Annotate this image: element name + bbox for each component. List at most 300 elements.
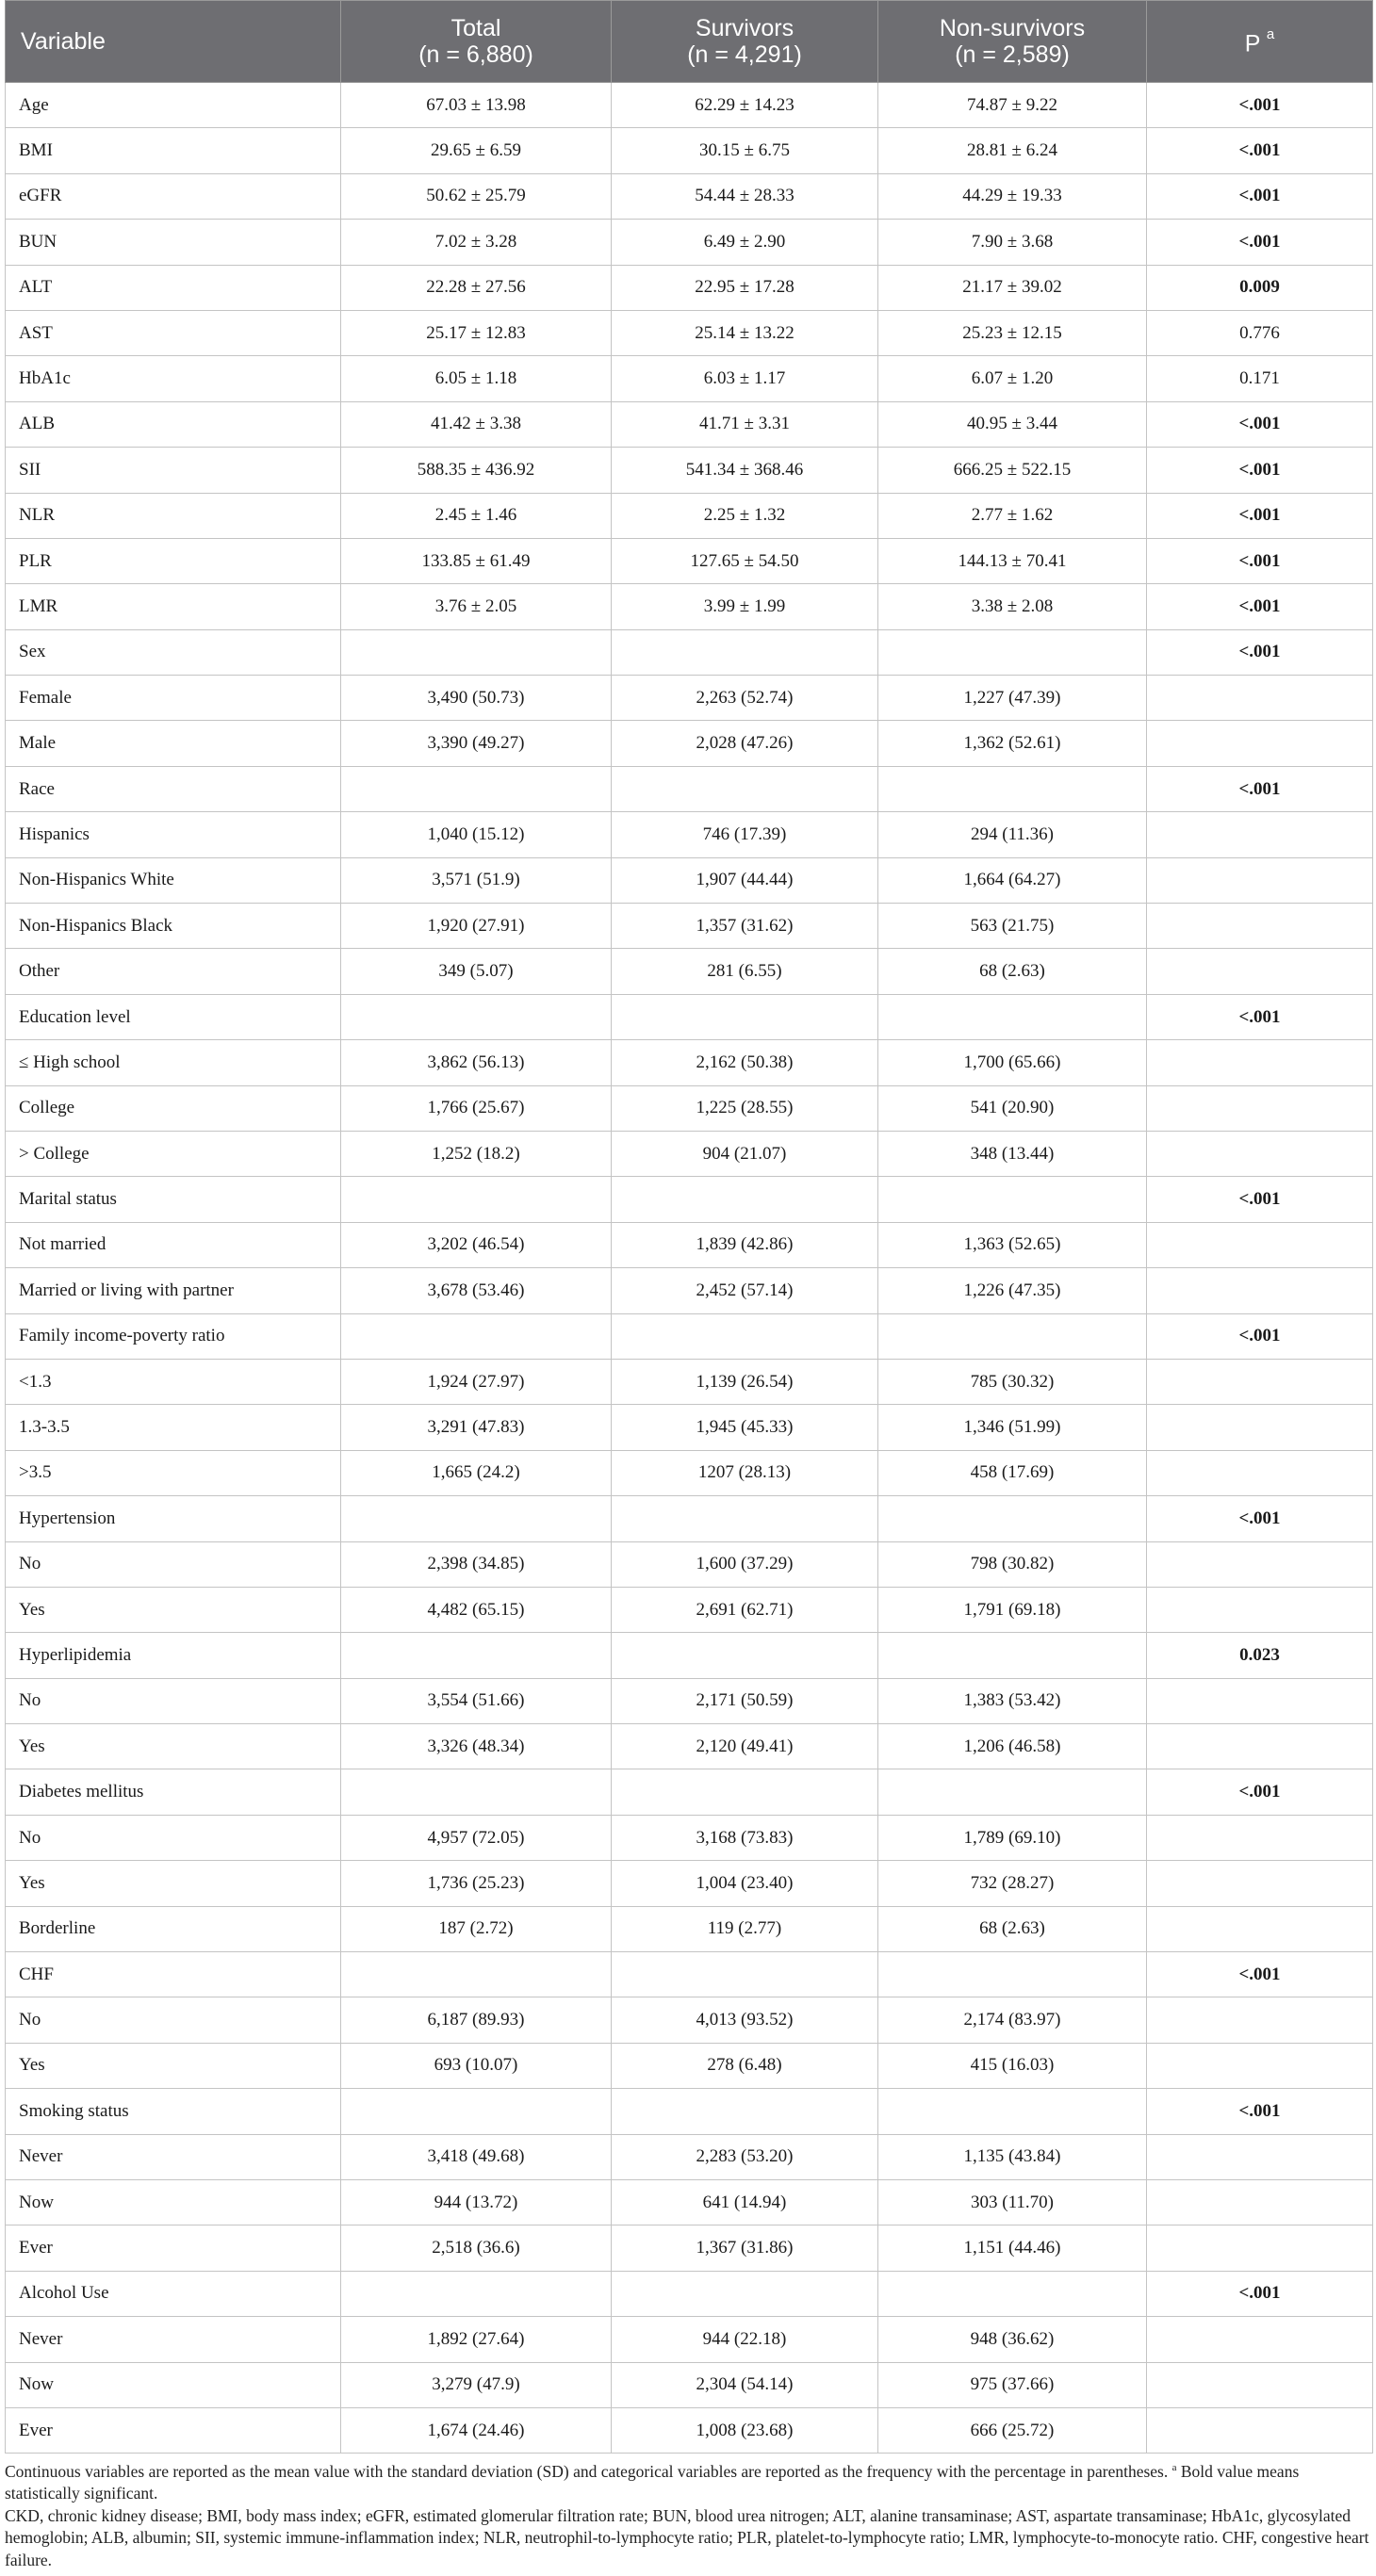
cell-survivors: 904 (21.07) [612, 1131, 878, 1176]
cell-p-value [1147, 1587, 1373, 1632]
cell-total: 3,326 (48.34) [341, 1724, 612, 1769]
cell-variable: Smoking status [6, 2089, 341, 2134]
cell-non-survivors: 2,174 (83.97) [878, 1997, 1147, 2043]
cell-survivors: 541.34 ± 368.46 [612, 448, 878, 493]
cell-non-survivors: 68 (2.63) [878, 949, 1147, 994]
cell-non-survivors: 541 (20.90) [878, 1085, 1147, 1131]
cell-p-value: <.001 [1147, 173, 1373, 219]
table-header-row [6, 1, 1373, 83]
table-row [6, 1085, 1373, 1131]
cell-variable: Ever [6, 2407, 341, 2453]
table-row [6, 857, 1373, 903]
cell-variable: Alcohol Use [6, 2271, 341, 2316]
cell-total: 4,482 (65.15) [341, 1587, 612, 1632]
cell-non-survivors: 74.87 ± 9.22 [878, 83, 1147, 128]
cell-p-value: <.001 [1147, 220, 1373, 265]
cell-survivors: 22.95 ± 17.28 [612, 265, 878, 310]
cell-p-value [1147, 2407, 1373, 2453]
cell-variable: AST [6, 310, 341, 355]
cell-p-value: <.001 [1147, 1313, 1373, 1359]
cell-non-survivors: 25.23 ± 12.15 [878, 310, 1147, 355]
table-row [6, 1678, 1373, 1723]
table-row [6, 2043, 1373, 2088]
cell-p-value: <.001 [1147, 766, 1373, 811]
cell-p-value: <.001 [1147, 128, 1373, 173]
cell-non-survivors: 1,151 (44.46) [878, 2225, 1147, 2271]
cell-survivors [612, 2271, 878, 2316]
cell-p-value [1147, 904, 1373, 949]
cell-p-value: <.001 [1147, 448, 1373, 493]
header-total: Total (n = 6,880) [341, 1, 612, 83]
cell-total: 2,398 (34.85) [341, 1541, 612, 1587]
cell-p-value: 0.009 [1147, 265, 1373, 310]
cell-p-value: <.001 [1147, 2089, 1373, 2134]
table-row [6, 2407, 1373, 2453]
table-row [6, 310, 1373, 355]
cell-total [341, 766, 612, 811]
cell-non-survivors [878, 1313, 1147, 1359]
cell-p-value [1147, 857, 1373, 903]
cell-p-value [1147, 2043, 1373, 2088]
cell-total: 1,674 (24.46) [341, 2407, 612, 2453]
cell-total: 3,418 (49.68) [341, 2134, 612, 2179]
table-row [6, 1541, 1373, 1587]
cell-p-value [1147, 949, 1373, 994]
header-survivors: Survivors (n = 4,291) [612, 1, 878, 83]
cell-total [341, 2271, 612, 2316]
cell-total [341, 1313, 612, 1359]
table-row [6, 1815, 1373, 1860]
cell-total [341, 2089, 612, 2134]
cell-non-survivors: 1,700 (65.66) [878, 1040, 1147, 1085]
table-row [6, 1633, 1373, 1678]
cell-p-value [1147, 2134, 1373, 2179]
cell-non-survivors: 1,383 (53.42) [878, 1678, 1147, 1723]
cell-total: 1,924 (27.97) [341, 1359, 612, 1404]
cell-p-value [1147, 2225, 1373, 2271]
cell-non-survivors: 1,226 (47.35) [878, 1268, 1147, 1313]
cell-total: 2,518 (36.6) [341, 2225, 612, 2271]
cell-variable: Never [6, 2317, 341, 2362]
cell-variable: No [6, 1997, 341, 2043]
cell-non-survivors: 563 (21.75) [878, 904, 1147, 949]
cell-total: 133.85 ± 61.49 [341, 538, 612, 583]
table-row [6, 2134, 1373, 2179]
cell-total: 4,957 (72.05) [341, 1815, 612, 1860]
cell-variable: Ever [6, 2225, 341, 2271]
cell-p-value [1147, 1085, 1373, 1131]
cell-variable: No [6, 1815, 341, 1860]
table-row [6, 994, 1373, 1039]
baseline-characteristics-table-container [5, 0, 1372, 2454]
cell-variable: > College [6, 1131, 341, 1176]
cell-non-survivors: 1,362 (52.61) [878, 721, 1147, 766]
cell-non-survivors [878, 2271, 1147, 2316]
cell-p-value: <.001 [1147, 584, 1373, 629]
cell-survivors: 2.25 ± 1.32 [612, 493, 878, 538]
cell-variable: Sex [6, 629, 341, 675]
table-footnote [5, 2457, 1371, 2571]
cell-p-value: <.001 [1147, 1952, 1373, 1997]
cell-survivors: 1,367 (31.86) [612, 2225, 878, 2271]
cell-non-survivors: 6.07 ± 1.20 [878, 356, 1147, 401]
cell-variable: Hyperlipidemia [6, 1633, 341, 1678]
cell-variable: >3.5 [6, 1450, 341, 1495]
cell-variable: Education level [6, 994, 341, 1039]
cell-p-value [1147, 1131, 1373, 1176]
cell-survivors: 25.14 ± 13.22 [612, 310, 878, 355]
cell-survivors: 1,139 (26.54) [612, 1359, 878, 1404]
cell-survivors [612, 1633, 878, 1678]
cell-p-value: 0.776 [1147, 310, 1373, 355]
table-row [6, 1450, 1373, 1495]
cell-non-survivors [878, 1177, 1147, 1222]
cell-survivors [612, 1496, 878, 1541]
cell-non-survivors: 785 (30.32) [878, 1359, 1147, 1404]
table-row [6, 766, 1373, 811]
cell-variable: Married or living with partner [6, 1268, 341, 1313]
cell-survivors: 127.65 ± 54.50 [612, 538, 878, 583]
cell-survivors [612, 994, 878, 1039]
table-row [6, 2089, 1373, 2134]
cell-survivors: 54.44 ± 28.33 [612, 173, 878, 219]
cell-non-survivors: 144.13 ± 70.41 [878, 538, 1147, 583]
cell-p-value: <.001 [1147, 1769, 1373, 1815]
cell-variable: ALB [6, 401, 341, 447]
cell-variable: CHF [6, 1952, 341, 1997]
table-row [6, 265, 1373, 310]
table-row [6, 1222, 1373, 1267]
header-non-survivors: Non-survivors (n = 2,589) [878, 1, 1147, 83]
cell-non-survivors: 1,135 (43.84) [878, 2134, 1147, 2179]
cell-non-survivors [878, 629, 1147, 675]
table-row [6, 356, 1373, 401]
cell-survivors: 1,839 (42.86) [612, 1222, 878, 1267]
cell-non-survivors: 1,227 (47.39) [878, 676, 1147, 721]
table-row [6, 493, 1373, 538]
cell-variable: Not married [6, 1222, 341, 1267]
table-row [6, 1724, 1373, 1769]
cell-total: 3,862 (56.13) [341, 1040, 612, 1085]
cell-survivors: 3.99 ± 1.99 [612, 584, 878, 629]
cell-non-survivors: 1,789 (69.10) [878, 1815, 1147, 1860]
cell-variable: eGFR [6, 173, 341, 219]
cell-p-value: <.001 [1147, 401, 1373, 447]
table-row [6, 812, 1373, 857]
cell-total: 25.17 ± 12.83 [341, 310, 612, 355]
table-row [6, 676, 1373, 721]
table-row [6, 1587, 1373, 1632]
cell-survivors: 1,907 (44.44) [612, 857, 878, 903]
cell-total [341, 994, 612, 1039]
cell-survivors: 1,008 (23.68) [612, 2407, 878, 2453]
cell-p-value: <.001 [1147, 1496, 1373, 1541]
cell-total: 29.65 ± 6.59 [341, 128, 612, 173]
cell-total: 588.35 ± 436.92 [341, 448, 612, 493]
cell-variable: ALT [6, 265, 341, 310]
cell-p-value: <.001 [1147, 629, 1373, 675]
cell-variable: College [6, 1085, 341, 1131]
table-row [6, 1268, 1373, 1313]
cell-variable: Yes [6, 1587, 341, 1632]
cell-variable: Male [6, 721, 341, 766]
cell-non-survivors: 44.29 ± 19.33 [878, 173, 1147, 219]
table-row [6, 629, 1373, 675]
cell-survivors: 1,357 (31.62) [612, 904, 878, 949]
footnote-line-1: Continuous variables are reported as the mean value with the standard deviation (SD) and categorical variables are reported as the frequency with the percentage in parentheses. $^a$ Bold value means statistically significant. [5, 2461, 1300, 2503]
cell-total [341, 1952, 612, 1997]
cell-survivors [612, 2089, 878, 2134]
cell-p-value: 0.171 [1147, 356, 1373, 401]
cell-total: 2.45 ± 1.46 [341, 493, 612, 538]
table-row [6, 1906, 1373, 1951]
cell-total [341, 1769, 612, 1815]
cell-survivors: 2,120 (49.41) [612, 1724, 878, 1769]
cell-non-survivors: 294 (11.36) [878, 812, 1147, 857]
cell-variable: LMR [6, 584, 341, 629]
cell-non-survivors: 1,664 (64.27) [878, 857, 1147, 903]
cell-variable: No [6, 1678, 341, 1723]
table-row [6, 1769, 1373, 1815]
cell-non-survivors: 975 (37.66) [878, 2362, 1147, 2407]
cell-total: 3,678 (53.46) [341, 1268, 612, 1313]
cell-survivors: 2,171 (50.59) [612, 1678, 878, 1723]
cell-variable: Race [6, 766, 341, 811]
cell-survivors: 2,263 (52.74) [612, 676, 878, 721]
table-row [6, 1359, 1373, 1404]
cell-variable: ≤ High school [6, 1040, 341, 1085]
cell-p-value: <.001 [1147, 493, 1373, 538]
cell-total: 1,665 (24.2) [341, 1450, 612, 1495]
cell-variable: Age [6, 83, 341, 128]
cell-survivors: 3,168 (73.83) [612, 1815, 878, 1860]
cell-survivors: 6.03 ± 1.17 [612, 356, 878, 401]
cell-variable: Diabetes mellitus [6, 1769, 341, 1815]
cell-non-survivors: 68 (2.63) [878, 1906, 1147, 1951]
cell-p-value [1147, 721, 1373, 766]
footnote-abbreviations: CKD, chronic kidney disease; BMI, body mass index; eGFR, estimated glomerular filtration rate; BUN, blood urea nitrogen; ALT, alanine transaminase; AST, aspartate transaminase; HbA1c, glycosylated hemoglobin; ALB, albumin; SII, systemic immune-inflammation index; NLR, neutrophil-to-lymphocyte ratio; PLR, platelet-to-lymphocyte ratio; LMR, lymphocyte-to-monocyte ratio. CHF, congestive heart failure. [5, 2505, 1369, 2569]
cell-variable: Non-Hispanics Black [6, 904, 341, 949]
cell-total: 187 (2.72) [341, 1906, 612, 1951]
table-row [6, 2271, 1373, 2316]
cell-variable: Now [6, 2362, 341, 2407]
cell-total: 1,766 (25.67) [341, 1085, 612, 1131]
table-row [6, 1496, 1373, 1541]
cell-survivors: 62.29 ± 14.23 [612, 83, 878, 128]
cell-total: 7.02 ± 3.28 [341, 220, 612, 265]
table-row [6, 1040, 1373, 1085]
cell-variable: Marital status [6, 1177, 341, 1222]
cell-non-survivors: 2.77 ± 1.62 [878, 493, 1147, 538]
cell-total: 41.42 ± 3.38 [341, 401, 612, 447]
cell-total: 6.05 ± 1.18 [341, 356, 612, 401]
cell-variable: BUN [6, 220, 341, 265]
cell-total: 6,187 (89.93) [341, 1997, 612, 2043]
cell-total [341, 629, 612, 675]
cell-variable: 1.3-3.5 [6, 1405, 341, 1450]
cell-survivors: 6.49 ± 2.90 [612, 220, 878, 265]
table-row [6, 128, 1373, 173]
cell-non-survivors: 666.25 ± 522.15 [878, 448, 1147, 493]
cell-p-value [1147, 1222, 1373, 1267]
cell-non-survivors [878, 766, 1147, 811]
table-row [6, 401, 1373, 447]
cell-total: 3,291 (47.83) [341, 1405, 612, 1450]
cell-total: 349 (5.07) [341, 949, 612, 994]
cell-p-value: <.001 [1147, 538, 1373, 583]
header-variable: Variable [6, 1, 341, 83]
cell-survivors: 278 (6.48) [612, 2043, 878, 2088]
table-row [6, 1861, 1373, 1906]
table-row [6, 2179, 1373, 2225]
cell-survivors: 119 (2.77) [612, 1906, 878, 1951]
cell-variable: HbA1c [6, 356, 341, 401]
cell-survivors [612, 1313, 878, 1359]
table-row [6, 2317, 1373, 2362]
cell-survivors [612, 766, 878, 811]
cell-survivors: 2,162 (50.38) [612, 1040, 878, 1085]
cell-survivors: 746 (17.39) [612, 812, 878, 857]
cell-variable: NLR [6, 493, 341, 538]
cell-p-value [1147, 2362, 1373, 2407]
cell-survivors: 2,691 (62.71) [612, 1587, 878, 1632]
cell-non-survivors: 415 (16.03) [878, 2043, 1147, 2088]
table-row [6, 1997, 1373, 2043]
cell-survivors [612, 1177, 878, 1222]
cell-non-survivors: 303 (11.70) [878, 2179, 1147, 2225]
cell-p-value [1147, 676, 1373, 721]
cell-p-value [1147, 1724, 1373, 1769]
cell-variable: Family income-poverty ratio [6, 1313, 341, 1359]
cell-p-value [1147, 1541, 1373, 1587]
cell-p-value [1147, 1678, 1373, 1723]
cell-total: 3.76 ± 2.05 [341, 584, 612, 629]
cell-variable: Hypertension [6, 1496, 341, 1541]
cell-survivors: 2,283 (53.20) [612, 2134, 878, 2179]
cell-non-survivors [878, 1496, 1147, 1541]
cell-variable: Never [6, 2134, 341, 2179]
cell-non-survivors: 732 (28.27) [878, 1861, 1147, 1906]
cell-p-value: <.001 [1147, 2271, 1373, 2316]
cell-survivors: 1,225 (28.55) [612, 1085, 878, 1131]
cell-total: 693 (10.07) [341, 2043, 612, 2088]
cell-survivors [612, 1952, 878, 1997]
cell-total: 1,892 (27.64) [341, 2317, 612, 2362]
table-row [6, 538, 1373, 583]
table-row [6, 1131, 1373, 1176]
table-row [6, 949, 1373, 994]
cell-variable: Hispanics [6, 812, 341, 857]
cell-variable: <1.3 [6, 1359, 341, 1404]
table-row [6, 2225, 1373, 2271]
cell-total: 1,040 (15.12) [341, 812, 612, 857]
cell-total: 1,920 (27.91) [341, 904, 612, 949]
cell-survivors [612, 629, 878, 675]
cell-p-value [1147, 2179, 1373, 2225]
cell-total: 3,202 (46.54) [341, 1222, 612, 1267]
cell-variable: Yes [6, 1724, 341, 1769]
cell-non-survivors: 798 (30.82) [878, 1541, 1147, 1587]
cell-non-survivors [878, 1633, 1147, 1678]
cell-p-value [1147, 1906, 1373, 1951]
cell-total [341, 1177, 612, 1222]
cell-variable: Female [6, 676, 341, 721]
cell-total: 1,252 (18.2) [341, 1131, 612, 1176]
cell-variable: Yes [6, 2043, 341, 2088]
table-body [6, 83, 1373, 2454]
cell-total: 3,490 (50.73) [341, 676, 612, 721]
cell-survivors: 641 (14.94) [612, 2179, 878, 2225]
cell-p-value: <.001 [1147, 1177, 1373, 1222]
cell-variable: PLR [6, 538, 341, 583]
table-row [6, 1313, 1373, 1359]
cell-p-value [1147, 1815, 1373, 1860]
cell-total: 1,736 (25.23) [341, 1861, 612, 1906]
cell-survivors: 4,013 (93.52) [612, 1997, 878, 2043]
cell-total [341, 1633, 612, 1678]
cell-variable: SII [6, 448, 341, 493]
cell-total: 3,571 (51.9) [341, 857, 612, 903]
cell-variable: Non-Hispanics White [6, 857, 341, 903]
cell-p-value [1147, 1268, 1373, 1313]
table-row [6, 173, 1373, 219]
table-row [6, 1952, 1373, 1997]
cell-p-value [1147, 1997, 1373, 2043]
cell-p-value [1147, 1359, 1373, 1404]
cell-p-value [1147, 812, 1373, 857]
cell-p-value [1147, 1040, 1373, 1085]
cell-p-value [1147, 1861, 1373, 1906]
cell-variable: Now [6, 2179, 341, 2225]
cell-non-survivors: 7.90 ± 3.68 [878, 220, 1147, 265]
cell-non-survivors: 948 (36.62) [878, 2317, 1147, 2362]
table-row [6, 904, 1373, 949]
cell-non-survivors: 1,206 (46.58) [878, 1724, 1147, 1769]
cell-variable: Other [6, 949, 341, 994]
table-row [6, 1177, 1373, 1222]
cell-survivors: 2,304 (54.14) [612, 2362, 878, 2407]
header-p-superscript: a [1266, 26, 1275, 43]
cell-non-survivors: 1,346 (51.99) [878, 1405, 1147, 1450]
cell-non-survivors: 3.38 ± 2.08 [878, 584, 1147, 629]
table-row [6, 1405, 1373, 1450]
table-row [6, 220, 1373, 265]
header-p-value: P $^a$ [1147, 1, 1373, 83]
cell-survivors: 944 (22.18) [612, 2317, 878, 2362]
cell-non-survivors: 21.17 ± 39.02 [878, 265, 1147, 310]
table-row [6, 2362, 1373, 2407]
cell-survivors: 30.15 ± 6.75 [612, 128, 878, 173]
table-row [6, 584, 1373, 629]
cell-survivors [612, 1769, 878, 1815]
cell-p-value [1147, 1405, 1373, 1450]
table-row [6, 83, 1373, 128]
cell-p-value: 0.023 [1147, 1633, 1373, 1678]
cell-variable: No [6, 1541, 341, 1587]
table-row [6, 721, 1373, 766]
cell-total: 3,554 (51.66) [341, 1678, 612, 1723]
cell-total: 50.62 ± 25.79 [341, 173, 612, 219]
baseline-characteristics-table [5, 0, 1373, 2454]
cell-variable: Borderline [6, 1906, 341, 1951]
cell-total: 3,390 (49.27) [341, 721, 612, 766]
cell-non-survivors: 666 (25.72) [878, 2407, 1147, 2453]
table-row [6, 448, 1373, 493]
cell-non-survivors [878, 994, 1147, 1039]
cell-survivors: 1207 (28.13) [612, 1450, 878, 1495]
cell-non-survivors: 458 (17.69) [878, 1450, 1147, 1495]
cell-survivors: 1,600 (37.29) [612, 1541, 878, 1587]
